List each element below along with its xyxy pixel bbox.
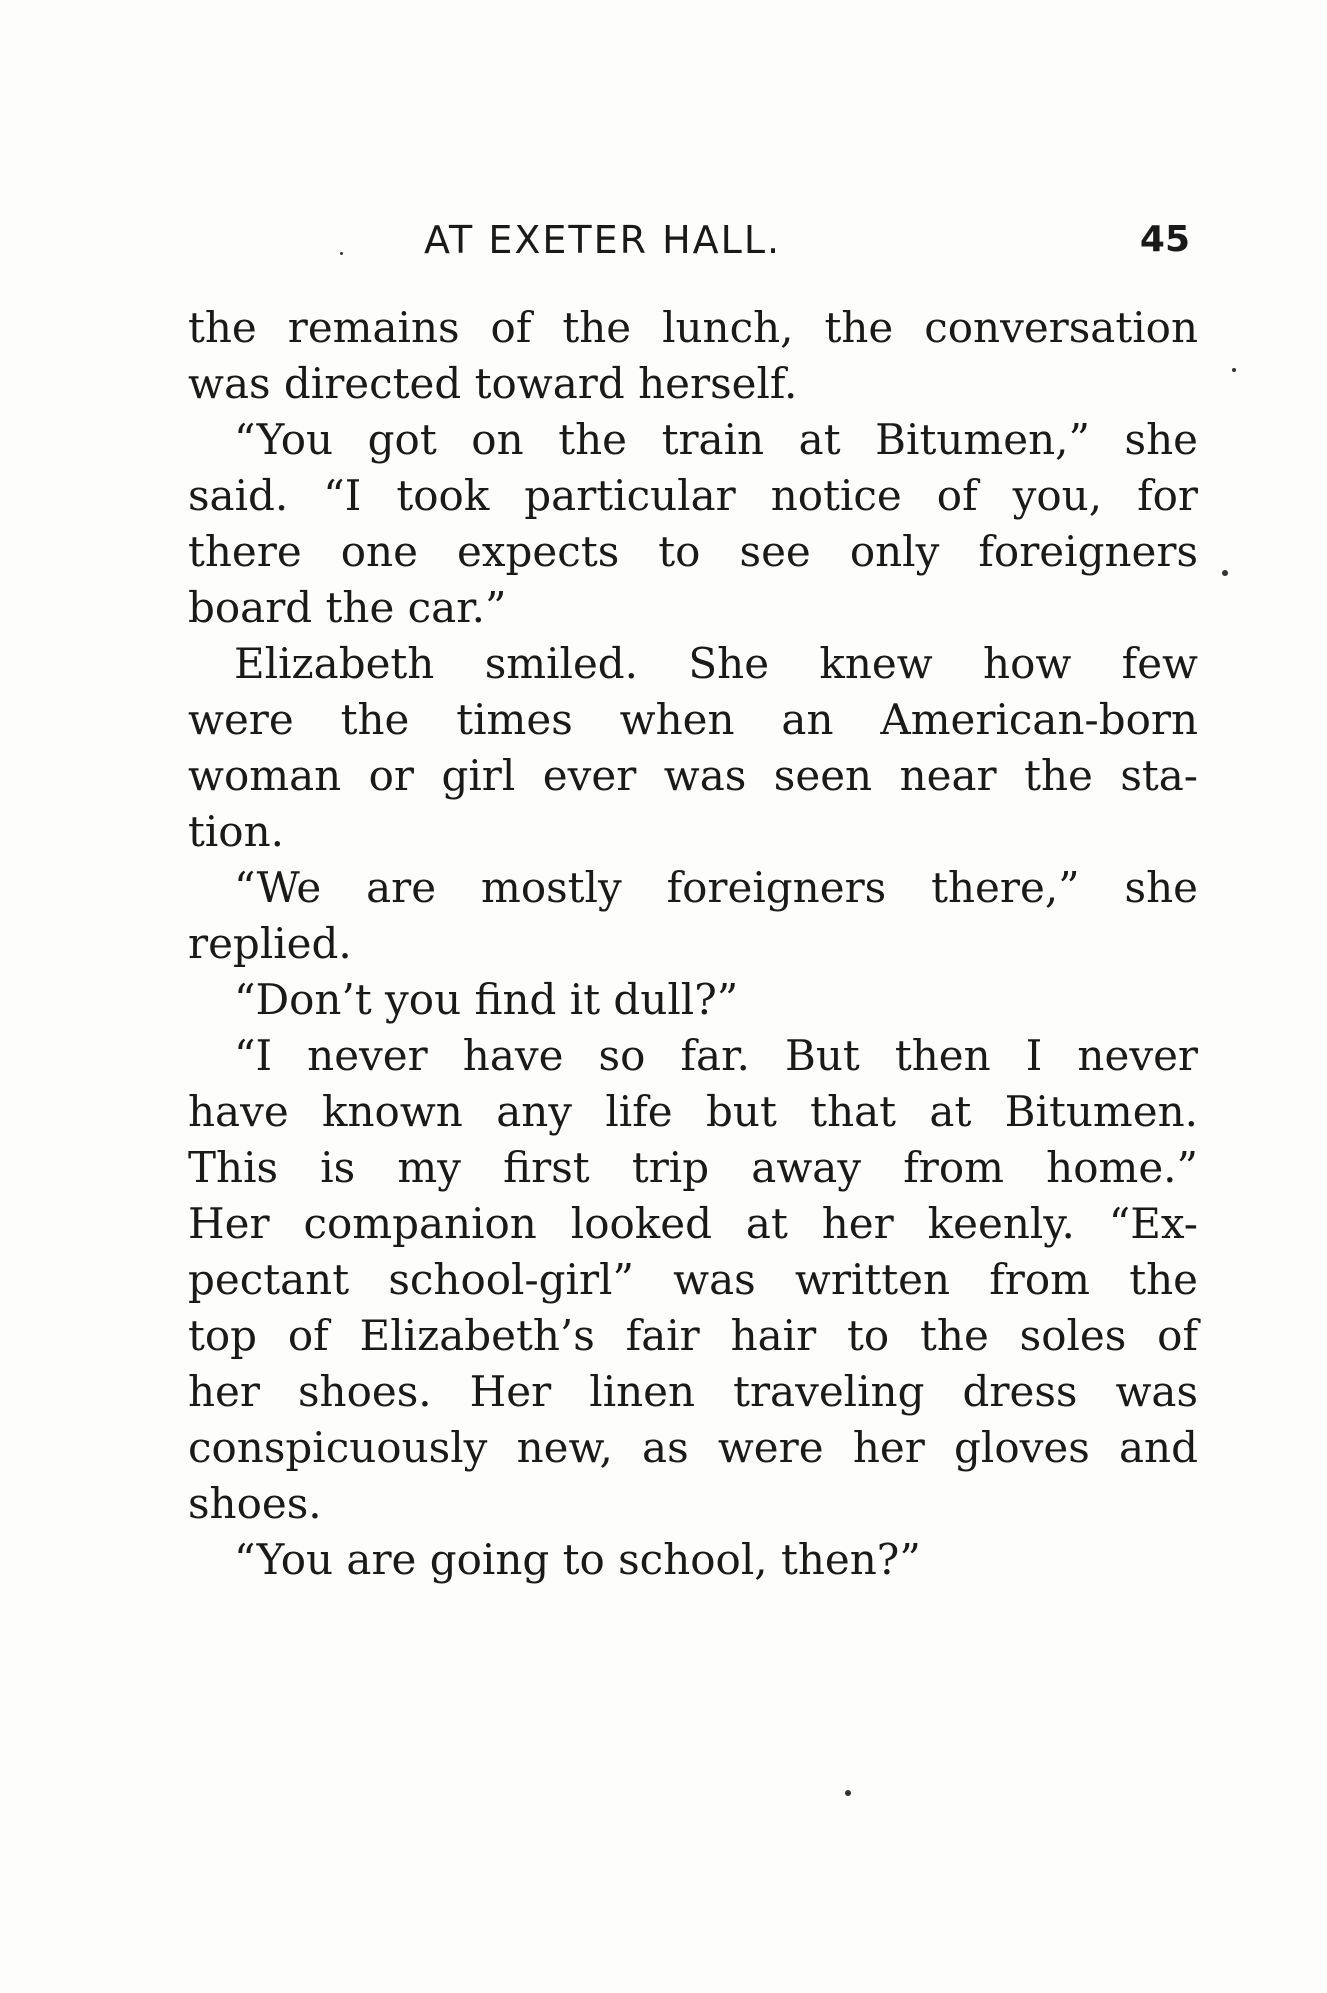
text-line: the remains of the lunch, the conversation bbox=[188, 303, 1198, 352]
text-line: top of Elizabeth’s fair hair to the soles of bbox=[188, 1311, 1198, 1360]
text-line: replied. bbox=[188, 919, 352, 968]
page-header bbox=[188, 210, 1198, 270]
text-line: shoes. bbox=[188, 1479, 322, 1528]
text-line: said. “I took particular notice of you, for bbox=[188, 471, 1198, 520]
body-text bbox=[188, 300, 1198, 1588]
text-line: tion. bbox=[188, 807, 284, 856]
print-speck bbox=[1232, 368, 1236, 372]
page-number: 45 bbox=[1139, 219, 1190, 260]
text-line: woman or girl ever was seen near the sta- bbox=[188, 751, 1198, 800]
print-speck bbox=[1222, 570, 1228, 576]
text-line: “We are mostly foreigners there,” she bbox=[234, 863, 1198, 912]
text-line: Her companion looked at her keenly. “Ex- bbox=[188, 1199, 1198, 1248]
text-line: pectant school-girl” was written from the bbox=[188, 1255, 1198, 1304]
text-line: “Don’t you find it dull?” bbox=[234, 975, 739, 1024]
text-line: there one expects to see only foreigners bbox=[188, 527, 1198, 576]
print-speck bbox=[340, 252, 343, 255]
text-line: “You are going to school, then?” bbox=[234, 1535, 921, 1584]
text-line: “I never have so far. But then I never bbox=[234, 1031, 1198, 1080]
text-line: were the times when an American-born bbox=[188, 695, 1198, 744]
print-speck bbox=[845, 1790, 851, 1796]
text-line: Elizabeth smiled. She knew how few bbox=[234, 639, 1198, 688]
text-line: have known any life but that at Bitumen. bbox=[188, 1087, 1198, 1136]
text-line: conspicuously new, as were her gloves and bbox=[188, 1423, 1198, 1472]
text-line: This is my first trip away from home.” bbox=[188, 1143, 1198, 1192]
running-title: AT EXETER HALL. bbox=[424, 218, 782, 262]
text-line: her shoes. Her linen traveling dress was bbox=[188, 1367, 1198, 1416]
text-line: board the car.” bbox=[188, 583, 507, 632]
text-line: “You got on the train at Bitumen,” she bbox=[234, 415, 1198, 464]
text-line: was directed toward herself. bbox=[188, 359, 798, 408]
